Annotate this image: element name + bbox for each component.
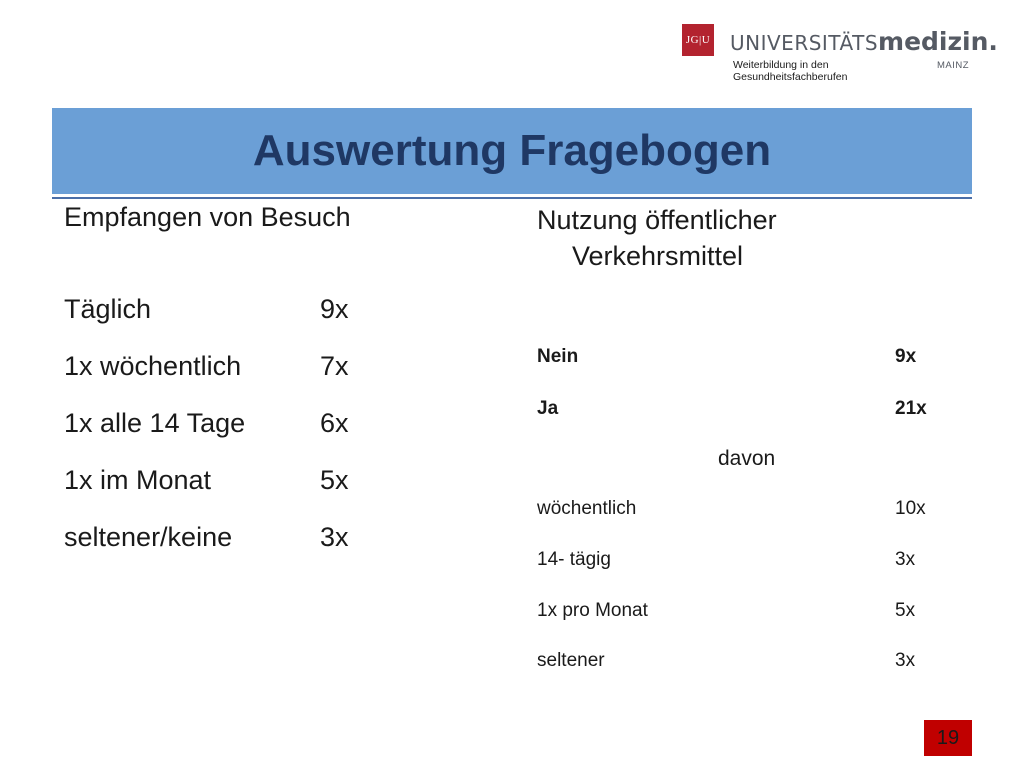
logo-subtitle-line1: Weiterbildung in den	[733, 59, 829, 71]
left-row	[64, 465, 364, 499]
row-label: wöchentlich	[537, 498, 637, 519]
row-count: 7x	[320, 351, 349, 381]
page-number: 19	[924, 720, 972, 756]
slide-title: Auswertung Fragebogen	[252, 126, 772, 175]
logo-subtitle-line2: Gesundheitsfachberufen	[733, 71, 848, 83]
right-sub-row	[537, 650, 957, 676]
title-underline	[52, 197, 972, 199]
right-sub-row	[537, 549, 957, 575]
row-count: 3x	[895, 549, 916, 570]
row-count: 6x	[320, 408, 349, 438]
logo-city: MAINZ	[937, 60, 970, 71]
row-label: 14- tägig	[537, 549, 611, 570]
logo-word-light: UNIVERSITÄTS	[730, 31, 879, 55]
left-row	[64, 522, 364, 556]
left-row	[64, 351, 364, 385]
row-label: Täglich	[64, 294, 152, 324]
row-count: 9x	[320, 294, 349, 324]
right-heading-line2: Verkehrsmittel	[572, 241, 744, 271]
row-count: 3x	[320, 522, 349, 552]
row-count: 9x	[895, 346, 917, 367]
row-count: 21x	[895, 398, 927, 419]
row-label: Nein	[537, 346, 579, 367]
right-sub-row	[537, 498, 957, 524]
row-count: 5x	[320, 465, 349, 495]
right-main-row	[537, 346, 957, 372]
right-sub-row	[537, 600, 957, 626]
row-label: 1x pro Monat	[537, 600, 648, 621]
row-count: 5x	[895, 600, 916, 621]
logo-word-bold: medizin.	[878, 27, 998, 56]
logo-subtitle	[733, 59, 847, 83]
row-label: 1x alle 14 Tage	[64, 408, 246, 438]
jgu-seal-logo	[682, 24, 714, 56]
left-heading: Empfangen von Besuch	[64, 202, 351, 232]
row-label: seltener	[537, 650, 605, 671]
row-count: 3x	[895, 650, 916, 671]
row-label: 1x im Monat	[64, 465, 212, 495]
row-label: Ja	[537, 398, 559, 419]
university-logo-wordmark	[730, 27, 998, 56]
left-row	[64, 408, 364, 442]
right-main-row	[537, 398, 957, 424]
right-heading	[537, 202, 777, 274]
title-banner	[52, 108, 972, 194]
row-count: 10x	[895, 498, 926, 519]
row-label: 1x wöchentlich	[64, 351, 242, 381]
left-row	[64, 294, 364, 328]
seal-text: JG|U	[685, 34, 711, 46]
row-label: seltener/keine	[64, 522, 233, 552]
right-heading-line1: Nutzung öffentlicher	[537, 205, 777, 235]
davon-label: davon	[718, 447, 776, 470]
